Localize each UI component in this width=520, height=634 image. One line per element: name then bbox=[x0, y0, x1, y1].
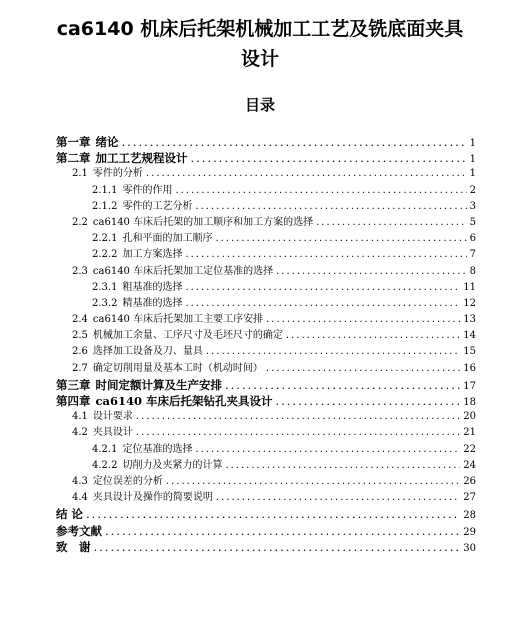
toc-entry-page: 7 bbox=[469, 249, 476, 261]
toc-entry-page: 22 bbox=[463, 443, 476, 455]
toc-entry-number: 2.5 bbox=[72, 330, 88, 342]
toc-dot-leader bbox=[191, 150, 467, 166]
toc-dot-leader bbox=[206, 344, 460, 360]
toc-entry[interactable] bbox=[56, 409, 476, 425]
toc-entry[interactable] bbox=[56, 328, 476, 344]
toc-entry[interactable] bbox=[56, 247, 476, 263]
toc-entry[interactable] bbox=[56, 231, 476, 247]
toc-dot-leader bbox=[86, 506, 460, 522]
toc-entry-number: 2.4 bbox=[72, 314, 88, 326]
toc-entry-title: 精基准的选择 bbox=[122, 297, 183, 309]
toc-entry-page: 17 bbox=[463, 380, 476, 392]
toc-entry-title: 加工工艺规程设计 bbox=[95, 151, 188, 166]
toc-entry[interactable] bbox=[56, 344, 476, 360]
toc-dot-leader bbox=[136, 425, 460, 441]
toc-entry[interactable] bbox=[56, 361, 476, 377]
toc-dot-leader bbox=[215, 231, 466, 247]
toc-entry[interactable] bbox=[56, 474, 476, 490]
toc-entry-title: 定位基准的选择 bbox=[122, 443, 193, 455]
toc-entry-page: 14 bbox=[463, 330, 476, 342]
toc-entry-page: 27 bbox=[463, 492, 476, 504]
toc-dot-leader bbox=[225, 377, 460, 393]
toc-entry-number: 4.1 bbox=[72, 411, 88, 423]
table-of-contents bbox=[56, 134, 476, 555]
toc-dot-leader bbox=[195, 442, 460, 458]
toc-dot-leader bbox=[316, 215, 467, 231]
toc-entry-page: 1 bbox=[469, 168, 476, 180]
toc-heading: 目录 bbox=[244, 96, 275, 114]
toc-dot-leader bbox=[266, 361, 460, 377]
toc-dot-leader bbox=[136, 409, 460, 425]
toc-entry-page: 3 bbox=[469, 200, 476, 212]
toc-entry-page: 13 bbox=[463, 314, 476, 326]
toc-entry-page: 6 bbox=[469, 233, 476, 245]
toc-entry-page: 16 bbox=[463, 362, 476, 374]
toc-entry-page: 8 bbox=[469, 265, 476, 277]
toc-entry-title: 夹具设计及操作的简要说明 bbox=[92, 492, 213, 504]
toc-entry-number: 2.2.1 bbox=[92, 233, 118, 245]
toc-entry-title: 设计要求 bbox=[92, 411, 133, 423]
toc-entry-title: 绪论 bbox=[95, 135, 119, 149]
toc-entry-title: 机械加工余量、工序尺寸及毛坯尺寸的确定 bbox=[92, 330, 283, 342]
toc-entry-number: 2.1.1 bbox=[92, 184, 118, 196]
toc-dot-leader bbox=[105, 523, 460, 539]
toc-entry-title: 致 谢 bbox=[56, 539, 91, 554]
toc-dot-leader bbox=[216, 490, 460, 506]
toc-entry[interactable] bbox=[56, 134, 476, 150]
toc-entry-title: 零件的作用 bbox=[122, 184, 173, 196]
toc-entry-title: 孔和平面的加工顺序 bbox=[122, 233, 213, 245]
toc-entry[interactable] bbox=[56, 425, 476, 441]
toc-entry[interactable] bbox=[56, 199, 476, 215]
toc-dot-leader bbox=[185, 296, 460, 312]
toc-entry-number: 2.3.1 bbox=[92, 281, 118, 293]
toc-entry-page: 20 bbox=[463, 411, 476, 423]
toc-entry[interactable] bbox=[56, 458, 476, 474]
toc-entry[interactable] bbox=[56, 442, 476, 458]
toc-entry-page: 1 bbox=[469, 154, 476, 166]
toc-entry-page: 28 bbox=[463, 510, 476, 522]
toc-entry-number: 4.2.2 bbox=[92, 459, 118, 471]
toc-entry-page: 5 bbox=[469, 216, 476, 228]
toc-dot-leader bbox=[175, 183, 466, 199]
toc-dot-leader bbox=[266, 312, 460, 328]
toc-entry-number: 2.7 bbox=[72, 362, 88, 374]
toc-entry-page: 12 bbox=[463, 297, 476, 309]
toc-entry-title: 切削力及夹紧力的计算 bbox=[122, 459, 223, 471]
toc-entry-number: 4.3 bbox=[72, 475, 88, 487]
toc-entry-page: 29 bbox=[463, 526, 476, 538]
toc-entry-number: 2.1.2 bbox=[92, 200, 118, 212]
toc-entry-number: 4.2 bbox=[72, 427, 88, 439]
toc-entry-page: 21 bbox=[463, 427, 476, 439]
toc-entry-title: 选择加工设备及刀、量具 bbox=[92, 346, 203, 358]
toc-dot-leader bbox=[195, 199, 466, 215]
toc-entry-number: 4.4 bbox=[72, 492, 88, 504]
toc-dot-leader bbox=[94, 539, 461, 555]
toc-entry-number: 2.3 bbox=[72, 265, 88, 277]
toc-entry-number: 第一章 bbox=[56, 135, 91, 149]
toc-entry[interactable] bbox=[56, 280, 476, 296]
toc-entry-title: 确定切削用量及基本工时（机动时间） bbox=[92, 362, 263, 374]
toc-entry-page: 2 bbox=[469, 184, 476, 196]
toc-entry-number: 第三章 bbox=[56, 377, 91, 392]
toc-dot-leader bbox=[166, 474, 460, 490]
toc-entry-page: 30 bbox=[463, 542, 476, 554]
toc-entry-title: ca6140 车床后托架加工定位基准的选择 bbox=[92, 265, 274, 277]
toc-entry-number: 4.2.1 bbox=[92, 443, 118, 455]
toc-entry-number: 2.3.2 bbox=[92, 297, 118, 309]
toc-entry-title: 时间定额计算及生产安排 bbox=[95, 377, 222, 392]
toc-entry-title: 加工方案选择 bbox=[122, 249, 183, 261]
toc-entry-title: 零件的工艺分析 bbox=[122, 200, 193, 212]
toc-entry[interactable] bbox=[56, 377, 476, 393]
toc-entry-page: 11 bbox=[463, 281, 476, 293]
toc-entry-title: 定位误差的分析 bbox=[92, 475, 163, 487]
toc-entry[interactable] bbox=[56, 296, 476, 312]
toc-entry-number: 2.6 bbox=[72, 346, 88, 358]
toc-entry-title: 参考文献 bbox=[56, 523, 102, 538]
toc-entry[interactable] bbox=[56, 312, 476, 328]
toc-entry[interactable] bbox=[56, 183, 476, 199]
toc-dot-leader bbox=[286, 328, 460, 344]
toc-entry-number: 第四章 bbox=[56, 394, 91, 408]
toc-entry[interactable] bbox=[56, 539, 476, 555]
toc-entry[interactable] bbox=[56, 490, 476, 506]
toc-entry[interactable] bbox=[56, 166, 476, 182]
toc-dot-leader bbox=[276, 264, 467, 280]
toc-entry-page: 15 bbox=[463, 346, 476, 358]
toc-entry-page: 26 bbox=[463, 475, 476, 487]
toc-entry-number: 2.2.2 bbox=[92, 249, 118, 261]
toc-entry[interactable] bbox=[56, 264, 476, 280]
toc-entry-page: 1 bbox=[469, 138, 476, 149]
toc-entry[interactable] bbox=[56, 506, 476, 522]
document-title bbox=[20, 14, 500, 74]
toc-entry-title: 结 论 bbox=[56, 507, 84, 522]
document-title-line-2: 设计 bbox=[240, 48, 279, 70]
toc-dot-leader bbox=[275, 393, 460, 409]
toc-dot-leader bbox=[225, 458, 460, 474]
toc-entry[interactable] bbox=[56, 523, 476, 539]
toc-dot-leader bbox=[146, 166, 467, 182]
toc-dot-leader bbox=[185, 247, 466, 263]
toc-entry-title: ca6140 车床后托架加工主要工序安排 bbox=[92, 314, 264, 326]
toc-entry-title: ca6140 车床后托架的加工顺序和加工方案的选择 bbox=[92, 216, 314, 228]
toc-entry-title: 粗基准的选择 bbox=[122, 281, 183, 293]
toc-entry[interactable] bbox=[56, 150, 476, 166]
toc-entry-number: 2.1 bbox=[72, 168, 88, 180]
toc-entry-number: 第二章 bbox=[56, 151, 91, 166]
toc-entry-title: 夹具设计 bbox=[92, 427, 133, 439]
toc-entry-number: 2.2 bbox=[72, 216, 88, 228]
toc-entry-page: 18 bbox=[463, 397, 476, 408]
toc-entry-title: 零件的分析 bbox=[92, 168, 143, 180]
toc-dot-leader bbox=[122, 134, 467, 150]
document-title-line-1: ca6140 机床后托架机械加工工艺及铣底面夹具 bbox=[56, 18, 464, 40]
toc-entry[interactable] bbox=[56, 393, 476, 409]
toc-dot-leader bbox=[185, 280, 460, 296]
toc-entry[interactable] bbox=[56, 215, 476, 231]
toc-entry-title: ca6140 车床后托架钻孔夹具设计 bbox=[95, 394, 273, 408]
toc-entry-page: 24 bbox=[463, 459, 476, 471]
